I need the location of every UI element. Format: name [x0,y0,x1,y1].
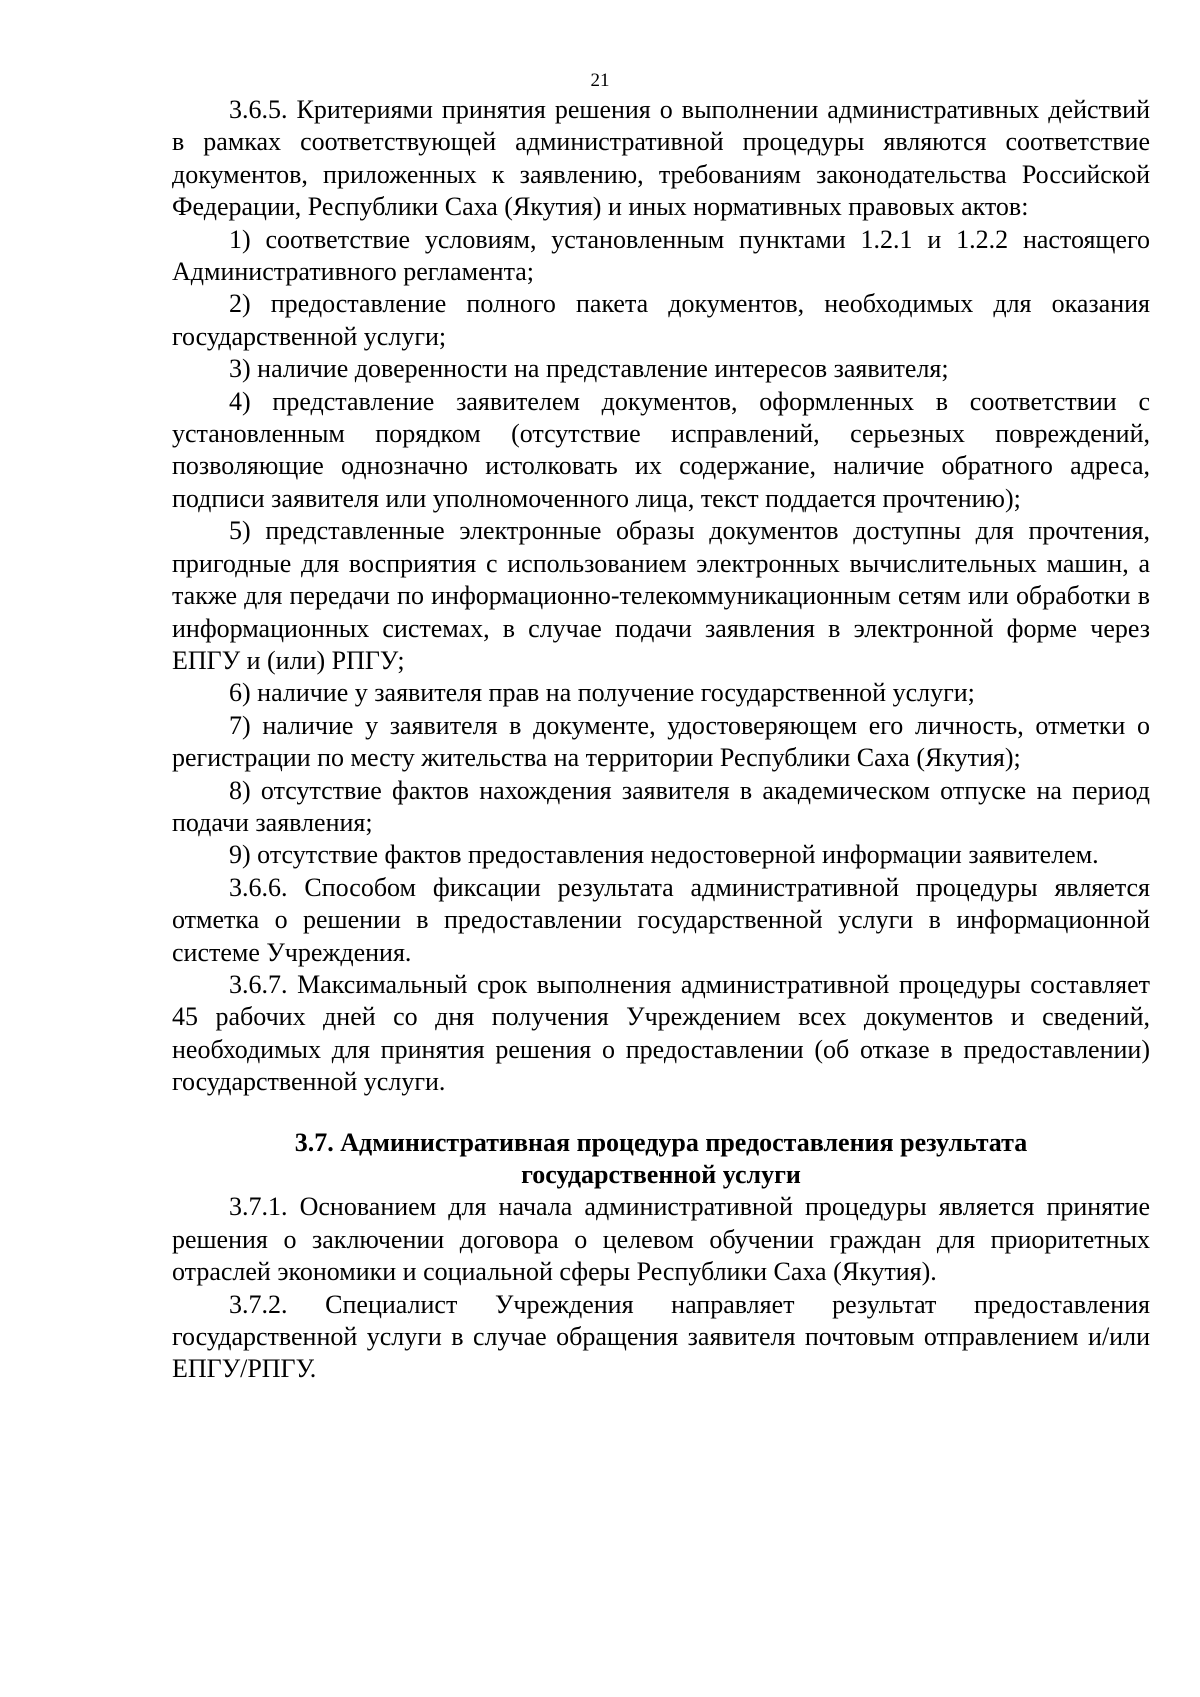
page-number: 21 [590,70,610,91]
paragraph-3-7-1: 3.7.1. Основанием для начала административной процедуры является принятие решения о заключении договора о целевом обучении граждан для приоритетных отраслей экономики и социальной сферы Республики Саха (Якутия). [172,1192,1150,1287]
document-body [172,94,1150,1386]
list-item-7: 7) наличие у заявителя в документе, удостоверяющем его личность, отметки о регистрации по месту жительства на территории Республики Саха (Якутия); [172,710,1150,773]
section-heading-line-2: государственной услуги [521,1160,801,1189]
section-heading-line-1: 3.7. Административная процедура предоставления результата [294,1127,1028,1157]
paragraph-3-6-7: 3.6.7. Максимальный срок выполнения административной процедуры составляет 45 рабочих дней со дня получения Учреждением всех документов и сведений, необходимых для принятия решения о предоставлении (об отказе в предоставлении) государственной услуги. [172,969,1150,1097]
list-item-9: 9) отсутствие фактов предоставления недостоверной информации заявителем. [229,840,1099,870]
list-item-6: 6) наличие у заявителя прав на получение государственной услуги; [229,678,975,708]
section-heading-3-7 [172,1127,1150,1192]
paragraph-3-6-5: 3.6.5. Критериями принятия решения о выполнении административных действий в рамках соответствующей административной процедуры являются соответствие документов, приложенных к заявлению, требованиям законодательства Российской Федерации, Республики Саха (Якутия) и иных нормативных правовых актов: [172,95,1150,222]
list-item-8: 8) отсутствие фактов нахождения заявителя в академическом отпуске на период подачи заявления; [172,775,1150,837]
list-item-2: 2) предоставление полного пакета документов, необходимых для оказания государственной услуги; [172,289,1150,351]
paragraph-3-6-6: 3.6.6. Способом фиксации результата административной процедуры является отметка о решении в предоставлении государственной услуги в информационной системе Учреждения. [172,872,1150,967]
paragraph-3-7-2: 3.7.2. Специалист Учреждения направляет результат предоставления государственной услуги в случае обращения заявителя почтовым отправлением и/или ЕПГУ/РПГУ. [172,1289,1150,1384]
list-item-4: 4) представление заявителем документов, оформленных в соответствии с установленным порядком (отсутствие исправлений, серьезных повреждений, позволяющие однозначно истолковать их содержание, наличие обратного адреса, подписи заявителя или уполномоченного лица, текст поддается прочтению); [172,386,1150,513]
list-item-3: 3) наличие доверенности на представление интересов заявителя; [229,354,949,384]
list-item-5: 5) представленные электронные образы документов доступны для прочтения, пригодные для восприятия с использованием электронных вычислительных машин, а также для передачи по информационно-телекоммуникационным сетям или обработки в информационных системах, в случае подачи заявления в электронной форме через ЕПГУ и (или) РПГУ; [172,516,1150,675]
list-item-1: 1) соответствие условиям, установленным пунктами 1.2.1 и 1.2.2 настоящего Административного регламента; [172,224,1150,287]
